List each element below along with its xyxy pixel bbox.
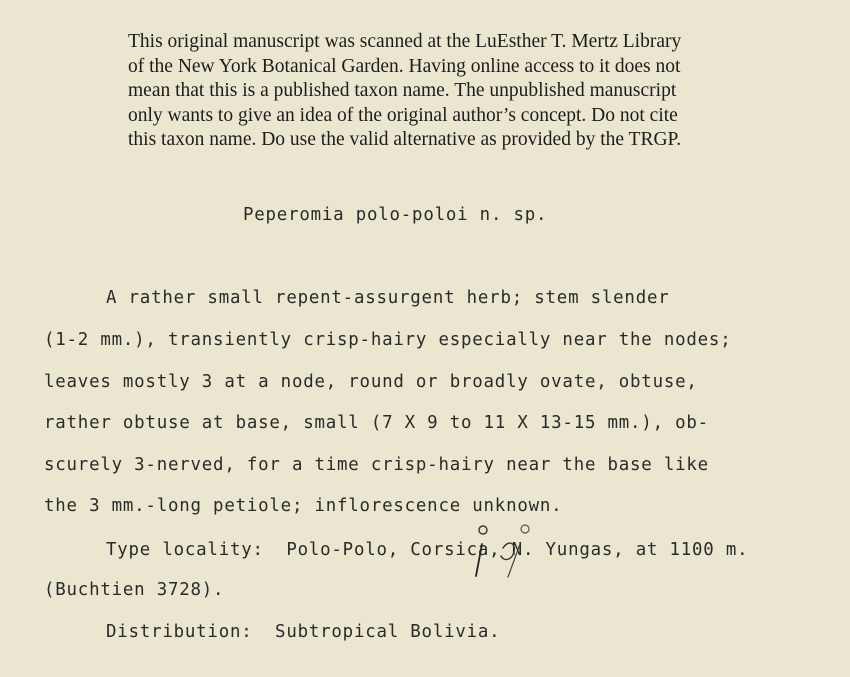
species-title: Peperomia polo-poloi n. sp. (243, 205, 548, 225)
library-notice (128, 30, 808, 153)
notice-line: only wants to give an idea of the original author’s concept. Do not cite (128, 104, 678, 126)
description-line: scurely 3-nerved, for a time crisp-hairy near the base like (44, 455, 709, 475)
type-locality-line: Type locality: Polo-Polo, Corsica, N. Yungas, at 1100 m. (106, 540, 749, 560)
handwritten-correction-mark (468, 522, 538, 582)
notice-line: of the New York Botanical Garden. Having online access to it does not (128, 55, 681, 77)
notice-line: This original manuscript was scanned at the LuEsther T. Mertz Library (128, 31, 682, 52)
distribution-line: Distribution: Subtropical Bolivia. (106, 622, 501, 642)
notice-line: mean that this is a published taxon name. The unpublished manuscript (128, 80, 677, 102)
notice-line: this taxon name. Do use the valid alternative as provided by the TRGP. (128, 129, 682, 151)
description-line: the 3 mm.-long petiole; inflorescence unknown. (44, 496, 563, 516)
description-line: (1-2 mm.), transiently crisp-hairy especially near the nodes; (44, 330, 732, 350)
description-line: leaves mostly 3 at a node, round or broadly ovate, obtuse, (44, 372, 698, 392)
description-line: rather obtuse at base, small (7 X 9 to 11 X 13-15 mm.), ob- (44, 413, 709, 433)
description-line: A rather small repent-assurgent herb; stem slender (106, 288, 670, 308)
type-locality-collector: (Buchtien 3728). (44, 580, 225, 600)
